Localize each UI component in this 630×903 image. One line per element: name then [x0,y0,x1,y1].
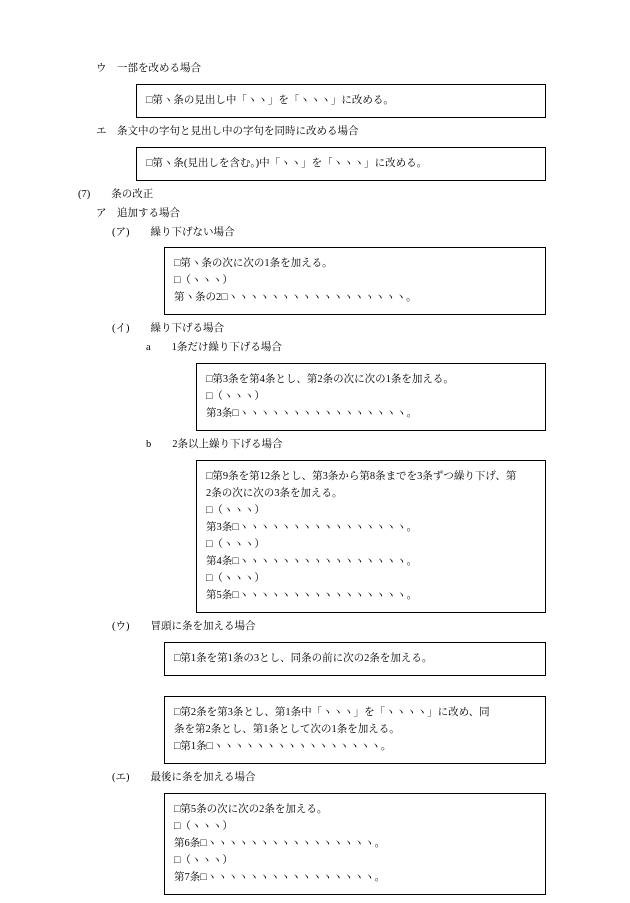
box-line: 第3条□ヽヽヽヽヽヽヽヽヽヽヽヽヽヽヽヽ。 [206,522,418,534]
box-line: 条を第2条とし、第1条として次の1条を加える。 [174,724,400,736]
heading-a-4: (エ) 最後に条を加える場合 [112,772,256,784]
box-line: 第6条□ヽヽヽヽヽヽヽヽヽヽヽヽヽヽヽヽ。 [174,837,386,849]
example-box-a-3 [164,642,546,676]
spacer [62,681,568,691]
box-line: 2条の次に次の3条を加える。 [206,488,343,500]
heading-a-2-a: a 1条だけ繰り下げる場合 [146,342,282,354]
example-box-a-1 [164,247,546,315]
example-box-a-2-b [196,460,546,613]
heading-a-2-b: b 2条以上繰り下げる場合 [146,439,283,451]
example-box-a-3-b [164,696,546,764]
box-line: □（ヽヽヽ） [174,854,233,866]
box-line: □（ヽヽヽ） [206,391,265,403]
box-line: □第3条を第4条とし、第2条の次に次の1条を加える。 [206,374,454,386]
heading-a-add: ア 追加する場合 [96,207,180,219]
box-line: □（ヽヽヽ） [174,820,233,832]
box-line: 第ヽ条の2□ヽヽヽヽヽヽヽヽヽヽヽヽヽヽヽヽヽ。 [174,292,417,304]
heading-wu: ウ 一部を改める場合 [96,63,201,74]
box-line: 第4条□ヽヽヽヽヽヽヽヽヽヽヽヽヽヽヽヽ。 [206,556,418,568]
box-line: □（ヽヽヽ） [206,539,265,551]
box-line: □第ヽ条の見出し中「ヽヽ」を「ヽヽヽ」に改める。 [146,94,394,106]
box-line: 第3条□ヽヽヽヽヽヽヽヽヽヽヽヽヽヽヽヽ。 [206,408,418,420]
box-line: □第ヽ条の次に次の1条を加える。 [174,258,333,270]
box-line: □（ヽヽヽ） [206,505,265,517]
box-line: □第1条を第1条の3とし、同条の前に次の2条を加える。 [174,653,433,665]
box-line: □第9条を第12条とし、第3条から第8条までを3条ずつ繰り下げ、第 [206,471,517,483]
box-line: □第1条□ヽヽヽヽヽヽヽヽヽヽヽヽヽヽヽヽ。 [174,741,392,753]
box-line: □第5条の次に次の2条を加える。 [174,803,328,815]
heading-a-3: (ウ) 冒頭に条を加える場合 [112,621,256,633]
heading-e: エ 条文中の字句と見出し中の字句を同時に改める場合 [96,125,359,137]
box-line: □（ヽヽヽ） [174,275,233,287]
example-box-e [136,147,546,181]
example-box-a-4 [164,793,546,895]
box-line: □（ヽヽヽ） [206,573,265,585]
heading-item7: (7) 条の改正 [78,188,154,200]
heading-a-2: (イ) 繰り下げる場合 [112,323,224,335]
example-box-a-2-a [196,363,546,431]
example-box-wu [136,84,546,118]
box-line: □第2条を第3条とし、第1条中「ヽヽヽ」を「ヽヽヽヽ」に改め、同 [174,707,490,719]
heading-a-1: (ア) 繰り下げない場合 [112,226,235,238]
box-line: 第7条□ヽヽヽヽヽヽヽヽヽヽヽヽヽヽヽヽ。 [174,871,386,883]
box-line: 第5条□ヽヽヽヽヽヽヽヽヽヽヽヽヽヽヽヽ。 [206,590,418,602]
box-line: □第ヽ条(見出しを含む。)中「ヽヽ」を「ヽヽヽ」に改める。 [146,157,428,169]
